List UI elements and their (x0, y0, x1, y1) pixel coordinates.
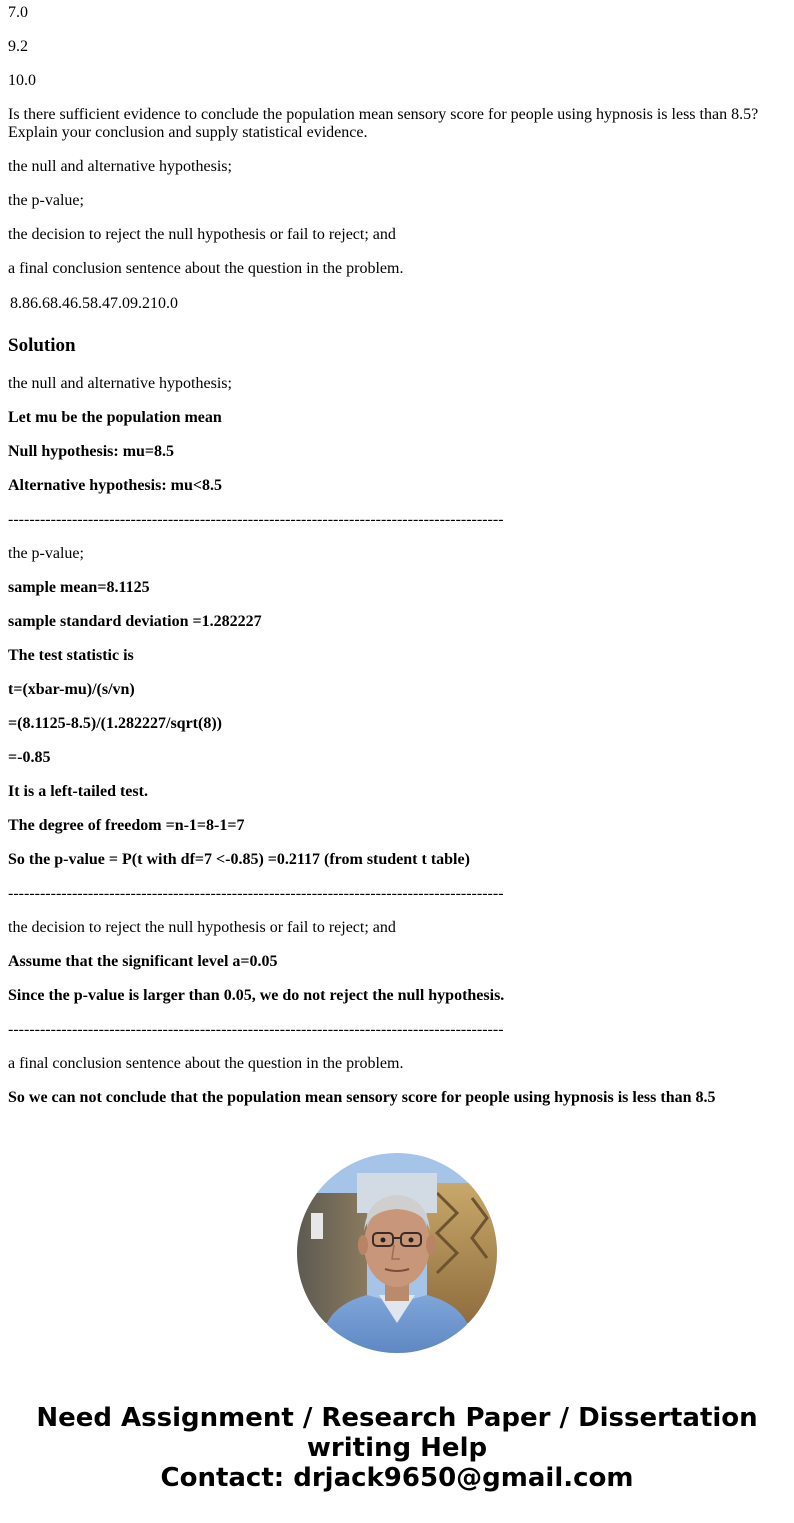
divider: --------------------------------------------------------------------------------------------- (8, 511, 504, 528)
task-item: the p-value; (8, 192, 84, 209)
promo-banner (0, 1403, 794, 1493)
data-cell: 8.4 (50, 295, 70, 312)
data-cell: 6.5 (70, 295, 90, 312)
data-value: 10.0 (8, 72, 36, 89)
solution-line: The test statistic is (8, 647, 134, 664)
solution-line: Let mu be the population mean (8, 409, 222, 426)
solution-line: Alternative hypothesis: mu<8.5 (8, 477, 222, 494)
solution-line: =(8.1125-8.5)/(1.282227/sqrt(8)) (8, 715, 222, 732)
solution-line: sample standard deviation =1.282227 (8, 613, 262, 630)
solution-line: =-0.85 (8, 749, 51, 766)
data-cell: 7.0 (110, 295, 130, 312)
solution-line: The degree of freedom =n-1=8-1=7 (8, 817, 245, 834)
solution-line: t=(xbar-mu)/(s/vn) (8, 681, 135, 698)
task-item: the null and alternative hypothesis; (8, 158, 232, 175)
data-values-row (10, 295, 178, 313)
divider: --------------------------------------------------------------------------------------------- (8, 885, 504, 902)
section-label: the decision to reject the null hypothesis or fail to reject; and (8, 919, 396, 936)
data-cell: 10.0 (150, 295, 178, 312)
solution-line: It is a left-tailed test. (8, 783, 148, 800)
promo-contact: Contact: drjack9650@gmail.com (160, 1463, 634, 1493)
solution-line: Since the p-value is larger than 0.05, we do not reject the null hypothesis. (8, 987, 505, 1004)
author-avatar (297, 1153, 497, 1353)
data-cell: 6.6 (30, 295, 50, 312)
data-cell: 8.8 (10, 295, 30, 312)
data-value: 9.2 (8, 38, 28, 55)
data-cell: 9.2 (130, 295, 150, 312)
solution-line: Assume that the significant level a=0.05 (8, 953, 278, 970)
solution-line: So the p-value = P(t with df=7 <-0.85) =0.2117 (from student t table) (8, 851, 470, 868)
task-item: the decision to reject the null hypothesis or fail to reject; and (8, 226, 396, 243)
solution-heading: Solution (8, 335, 76, 356)
data-value: 7.0 (8, 4, 28, 21)
solution-line: Null hypothesis: mu=8.5 (8, 443, 175, 460)
data-cell: 8.4 (90, 295, 110, 312)
section-label: a final conclusion sentence about the question in the problem. (8, 1055, 404, 1072)
divider: --------------------------------------------------------------------------------------------- (8, 1021, 504, 1038)
section-label: the null and alternative hypothesis; (8, 375, 232, 392)
solution-line: sample mean=8.1125 (8, 579, 150, 596)
question-text: Is there sufficient evidence to conclude the population mean sensory score for people using hypnosis is less than 8.5? Explain your conclusion and supply statistical evidence. (8, 106, 759, 141)
avatar-portrait-image (297, 1153, 497, 1353)
promo-line: Need Assignment / Research Paper / Dissertation (36, 1403, 758, 1433)
task-item: a final conclusion sentence about the question in the problem. (8, 260, 404, 277)
conclusion-line: So we can not conclude that the population mean sensory score for people using hypnosis is less than 8.5 (8, 1089, 716, 1106)
section-label: the p-value; (8, 545, 84, 562)
promo-line: writing Help (306, 1433, 488, 1463)
